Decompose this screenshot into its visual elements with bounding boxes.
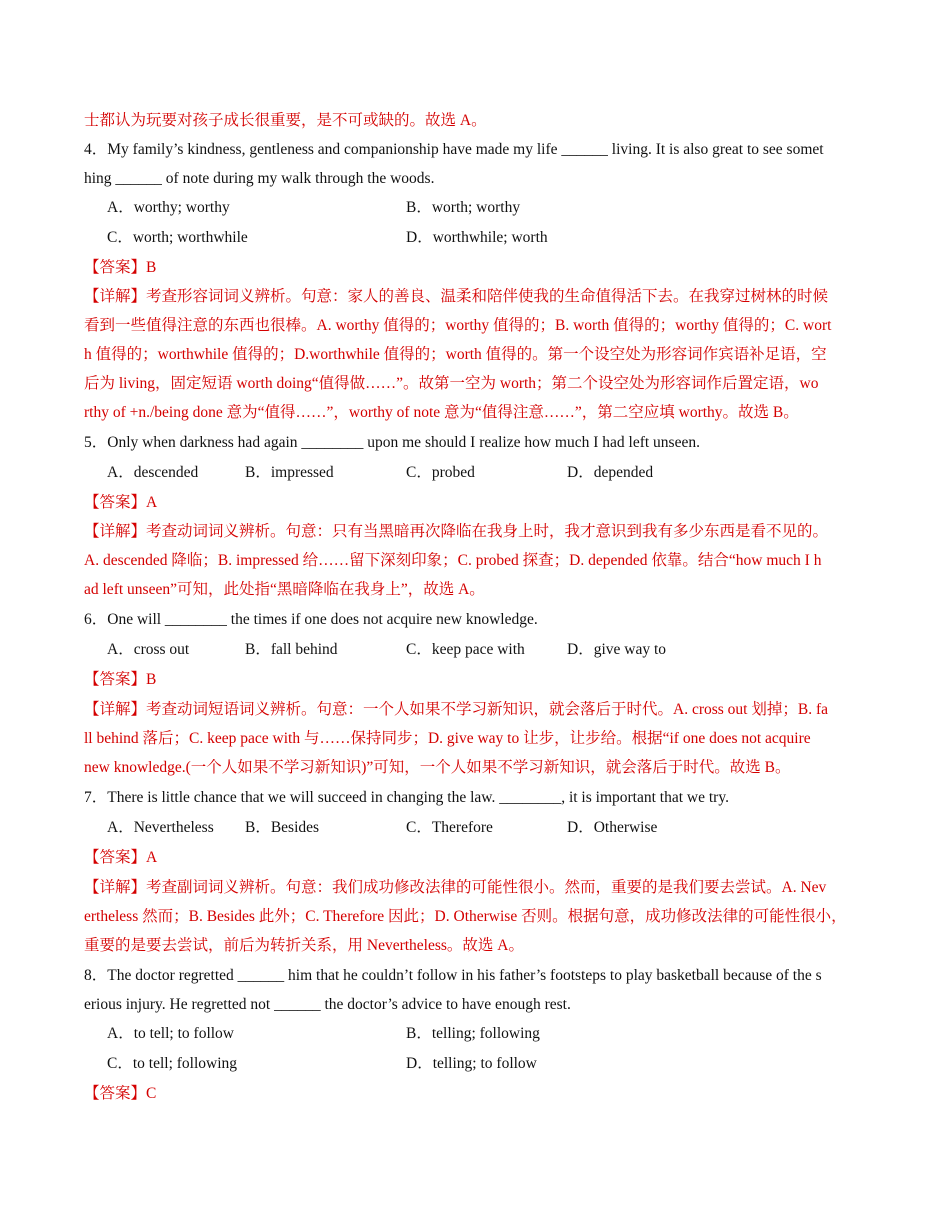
q8-stem-line1: 8．The doctor regretted ______ him that he couldn’t follow in his father’s footsteps to play basketball because of the s bbox=[84, 967, 822, 984]
q4-explanation-line3: h 值得的；worthwhile 值得的；D.worthwhile 值得的；worth 值得的。第一个设空处为形容词作宾语补足语，空 bbox=[84, 346, 827, 363]
q7-answer: 【答案】A bbox=[84, 849, 158, 866]
q8-stem-line2: erious injury. He regretted not ______ the doctor’s advice to have enough rest. bbox=[84, 996, 571, 1013]
q4-explanation-line5: rthy of +n./being done 意为“值得……”，worthy of note 意为“值得注意……”，第二空应填 worthy。故选 B。 bbox=[84, 404, 799, 421]
q4-option-d: D．worthwhile; worth bbox=[406, 229, 548, 246]
q5-option-a: A．descended bbox=[107, 464, 199, 481]
q7-explanation-line1: 【详解】考查副词词义辨析。句意：我们成功修改法律的可能性很小。然而，重要的是我们要去尝试。A. Nev bbox=[84, 879, 827, 896]
q5-option-b: B．impressed bbox=[245, 464, 334, 481]
q7-explanation-line3: 重要的是要去尝试，前后为转折关系，用 Nevertheless。故选 A。 bbox=[84, 937, 524, 954]
q6-explanation-line1: 【详解】考查动词短语词义辨析。句意：一个人如果不学习新知识，就会落后于时代。A. cross out 划掉；B. fa bbox=[84, 701, 828, 718]
q8-option-a: A．to tell; to follow bbox=[107, 1025, 235, 1042]
q7-option-a: A．Nevertheless bbox=[107, 819, 214, 836]
q8-answer: 【答案】C bbox=[84, 1085, 157, 1102]
q4-answer: 【答案】B bbox=[84, 259, 157, 276]
q5-option-d: D．depended bbox=[567, 464, 654, 481]
q6-stem-line1: 6．One will ________ the times if one does not acquire new knowledge. bbox=[84, 611, 538, 628]
q4-explanation-line4: 后为 living，固定短语 worth doing“值得做……”。故第一空为 worth；第二个设空处为形容词作后置定语，wo bbox=[84, 375, 819, 392]
q5-stem-line1: 5．Only when darkness had again ________ upon me should I realize how much I had left unseen. bbox=[84, 434, 700, 451]
q7-option-b: B．Besides bbox=[245, 819, 320, 836]
q4-option-c: C．worth; worthwhile bbox=[107, 229, 248, 246]
q4-option-b: B．worth; worthy bbox=[406, 199, 521, 216]
q8-option-b: B．telling; following bbox=[406, 1025, 540, 1042]
q6-option-a: A．cross out bbox=[107, 641, 190, 658]
q5-answer: 【答案】A bbox=[84, 494, 158, 511]
q4-stem-line2: hing ______ of note during my walk through the woods. bbox=[84, 170, 435, 187]
q5-explanation-line3: ad left unseen”可知，此处指“黑暗降临在我身上”，故选 A。 bbox=[84, 581, 485, 598]
q6-option-b: B．fall behind bbox=[245, 641, 338, 658]
q6-explanation-line3: new knowledge.(一个人如果不学习新知识)”可知，一个人如果不学习新知识，就会落后于时代。故选 B。 bbox=[84, 759, 791, 776]
q7-option-c: C．Therefore bbox=[406, 819, 493, 836]
q6-option-c: C．keep pace with bbox=[406, 641, 525, 658]
top-note: 士都认为玩要对孩子成长很重要，是不可或缺的。故选 A。 bbox=[84, 112, 487, 129]
q4-explanation-line1: 【详解】考查形容词词义辨析。句意：家人的善良、温柔和陪伴使我的生命值得活下去。在我穿过树林的时候 bbox=[84, 288, 829, 305]
q5-option-c: C．probed bbox=[406, 464, 475, 481]
q6-explanation-line2: ll behind 落后；C. keep pace with 与……保持同步；D. give way to 让步，让步给。根据“if one does not acquire bbox=[84, 730, 811, 747]
q7-option-d: D．Otherwise bbox=[567, 819, 658, 836]
q7-explanation-line2: ertheless 然而；B. Besides 此外；C. Therefore 因此；D. Otherwise 否则。根据句意，成功修改法律的可能性很小， bbox=[84, 908, 847, 925]
q4-explanation-line2: 看到一些值得注意的东西也很棒。A. worthy 值得的；worthy 值得的；B. worth 值得的；worthy 值得的；C. wort bbox=[84, 317, 832, 334]
q5-explanation-line1: 【详解】考查动词词义辨析。句意：只有当黑暗再次降临在我身上时，我才意识到我有多少东西是看不见的。 bbox=[84, 523, 829, 540]
q4-stem-line1: 4．My family’s kindness, gentleness and companionship have made my life ______ living. It is also great to see somet bbox=[84, 141, 824, 158]
q6-answer: 【答案】B bbox=[84, 671, 157, 688]
q8-option-d: D．telling; to follow bbox=[406, 1055, 537, 1072]
q5-explanation-line2: A. descended 降临；B. impressed 给……留下深刻印象；C. probed 探查；D. depended 依靠。结合“how much I h bbox=[84, 552, 822, 569]
q8-option-c: C．to tell; following bbox=[107, 1055, 238, 1072]
q7-stem-line1: 7．There is little chance that we will succeed in changing the law. ________, it is important that we try. bbox=[84, 789, 729, 806]
q4-option-a: A．worthy; worthy bbox=[107, 199, 230, 216]
q6-option-d: D．give way to bbox=[567, 641, 667, 658]
